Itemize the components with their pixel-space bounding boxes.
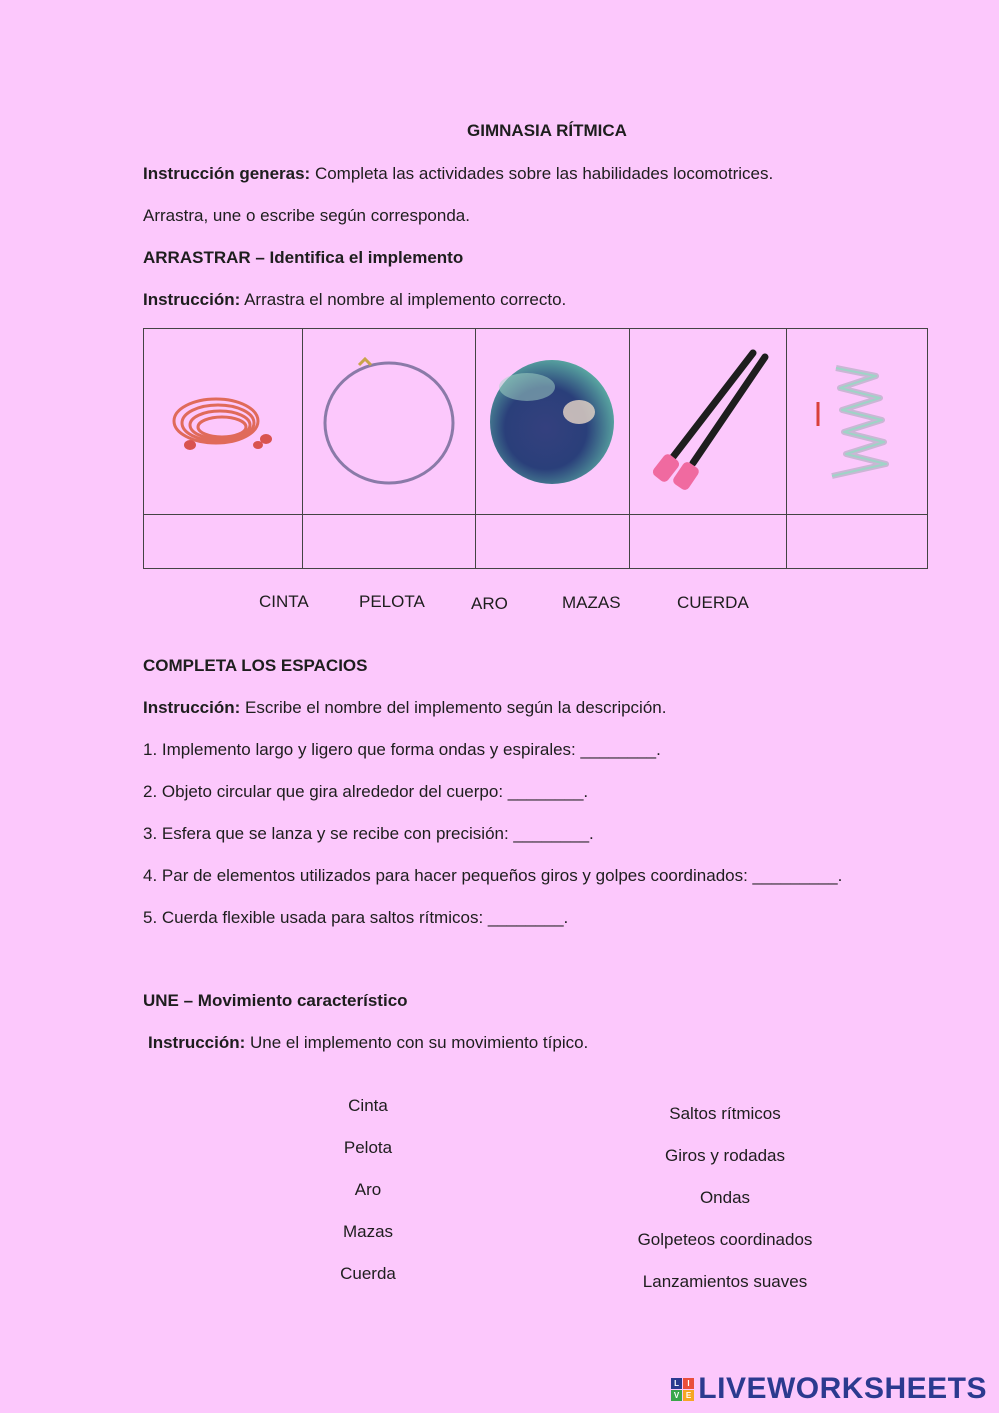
general-instruction-label: Instrucción generas: (143, 164, 311, 183)
drag-option-aro[interactable]: ARO (471, 594, 508, 613)
drag-instruction-text: Arrastra el nombre al implemento correcto. (240, 290, 567, 309)
drag-option-cuerda[interactable]: CUERDA (677, 593, 749, 612)
match-right-item[interactable]: Golpeteos coordinados (637, 1230, 813, 1249)
image-cell-hoop (302, 329, 475, 515)
drop-zone-5[interactable] (787, 515, 928, 569)
drop-zone-1[interactable] (144, 515, 303, 569)
match-heading: UNE – Movimiento característico (143, 991, 408, 1010)
ball-icon (487, 357, 617, 487)
fill-item-5[interactable]: 5. Cuerda flexible usada para saltos rítmicos: ________. (143, 908, 569, 927)
match-right-item[interactable]: Ondas (699, 1188, 751, 1207)
image-cell-ball (475, 329, 630, 515)
drop-zone-2[interactable] (302, 515, 475, 569)
general-instruction-text: Completa las actividades sobre las habilidades locomotrices. (310, 164, 774, 183)
image-cell-clubs (630, 329, 787, 515)
match-left-item[interactable]: Mazas (342, 1222, 394, 1241)
match-instruction-label: Instrucción: (148, 1033, 246, 1052)
drop-zone-4[interactable] (630, 515, 787, 569)
liveworksheets-logo (671, 1372, 987, 1406)
match-right-column (615, 1103, 835, 1313)
liveworksheets-logo-text: LIVEWORKSHEETS (698, 1372, 987, 1405)
match-right-item[interactable]: Giros y rodadas (665, 1146, 785, 1165)
page-title: GIMNASIA RÍTMICA (467, 121, 627, 140)
drag-option-cinta[interactable]: CINTA (259, 592, 309, 611)
rope-icon (168, 387, 278, 457)
fill-item-3[interactable]: 3. Esfera que se lanza y se recibe con precisión: ________. (143, 824, 594, 843)
match-left-item[interactable]: Aro (354, 1180, 382, 1199)
match-right-item[interactable]: Saltos rítmicos (669, 1104, 781, 1123)
liveworksheets-logo-icon: L I V E (671, 1378, 694, 1401)
fill-item-2[interactable]: 2. Objeto circular que gira alrededor del cuerpo: ________. (143, 782, 589, 801)
image-cell-ribbon (787, 329, 928, 515)
fill-instruction (143, 697, 666, 719)
fill-heading: COMPLETA LOS ESPACIOS (143, 656, 368, 675)
fill-instruction-label: Instrucción: (143, 698, 241, 717)
hoop-icon (319, 357, 459, 487)
ribbon-icon (812, 362, 902, 482)
drag-instruction (143, 289, 566, 311)
match-left-item[interactable]: Cinta (348, 1096, 388, 1115)
general-instruction-line2: Arrastra, une o escribe según corresponda. (143, 206, 470, 225)
match-right-item[interactable]: Lanzamientos suaves (642, 1272, 808, 1291)
match-instruction (148, 1032, 588, 1054)
match-instruction-text: Une el implemento con su movimiento típico. (245, 1033, 589, 1052)
drop-zone-3[interactable] (475, 515, 630, 569)
match-left-column (298, 1095, 438, 1305)
fill-item-1[interactable]: 1. Implemento largo y ligero que forma ondas y espirales: ________. (143, 740, 661, 759)
drag-option-pelota[interactable]: PELOTA (359, 592, 425, 611)
match-left-item[interactable]: Cuerda (340, 1264, 396, 1283)
drag-instruction-label: Instrucción: (143, 290, 241, 309)
fill-item-4[interactable]: 4. Par de elementos utilizados para hacer pequeños giros y golpes coordinados: _________. (143, 866, 843, 885)
drag-heading: ARRASTRAR – Identifica el implemento (143, 248, 464, 267)
match-left-item[interactable]: Pelota (343, 1138, 393, 1157)
image-cell-rope (144, 329, 303, 515)
fill-instruction-text: Escribe el nombre del implemento según la descripción. (240, 698, 667, 717)
clubs-icon (643, 347, 773, 497)
implement-table (143, 328, 928, 569)
general-instruction (143, 163, 773, 185)
drag-option-mazas[interactable]: MAZAS (562, 593, 621, 612)
